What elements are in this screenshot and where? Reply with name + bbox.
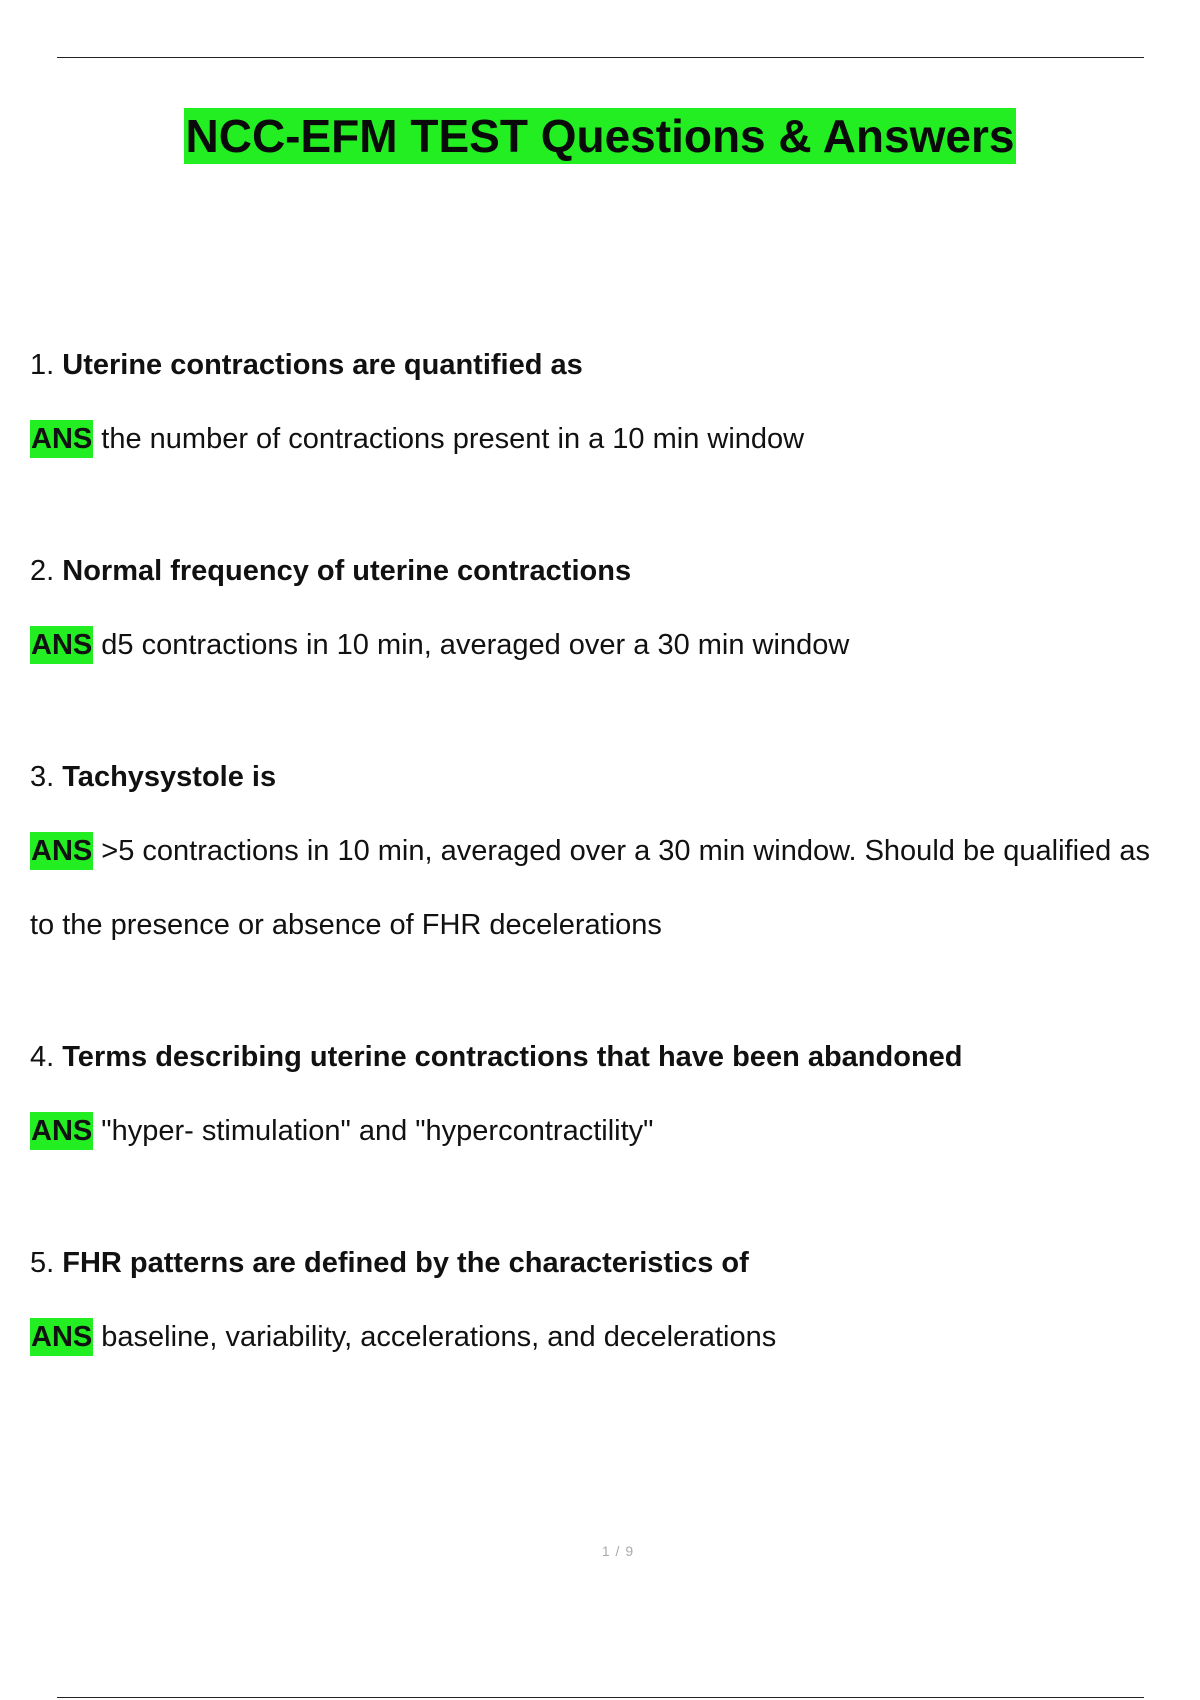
question-number: 4.	[30, 1041, 55, 1073]
question-1	[30, 344, 1160, 386]
question-2	[30, 550, 1160, 592]
answer-text: baseline, variability, accelerations, and decelerations	[101, 1321, 777, 1353]
document-title: NCC-EFM TEST Questions & Answers	[185, 110, 1015, 162]
question-number: 1.	[30, 349, 55, 381]
answer-tag: ANS	[30, 1318, 93, 1356]
title-container	[0, 108, 1200, 164]
answer-tag: ANS	[30, 1112, 93, 1150]
answer-5	[30, 1300, 1160, 1374]
answer-tag: ANS	[30, 626, 93, 664]
question-3	[30, 756, 1160, 798]
answer-text: d5 contractions in 10 min, averaged over a 30 min window	[101, 629, 850, 661]
qa-item-1	[30, 344, 1160, 476]
qa-item-2	[30, 550, 1160, 682]
question-text: Normal frequency of uterine contractions	[62, 555, 632, 587]
question-5	[30, 1242, 1160, 1284]
answer-text: "hyper- stimulation" and "hypercontractility"	[101, 1115, 654, 1147]
question-number: 2.	[30, 555, 55, 587]
answer-4	[30, 1094, 1160, 1168]
question-text: Uterine contractions are quantified as	[62, 349, 583, 381]
qa-item-3	[30, 756, 1160, 962]
bottom-rule	[57, 1697, 1144, 1698]
page-indicator: 1 / 9	[601, 1543, 635, 1559]
top-rule	[57, 57, 1144, 58]
question-number: 3.	[30, 761, 55, 793]
question-text: Terms describing uterine contractions that have been abandoned	[62, 1041, 963, 1073]
question-4	[30, 1036, 1160, 1078]
answer-tag: ANS	[30, 420, 93, 458]
qa-item-4	[30, 1036, 1160, 1168]
question-number: 5.	[30, 1247, 55, 1279]
question-text: Tachysystole is	[62, 761, 277, 793]
answer-text: >5 contractions in 10 min, averaged over a 30 min window. Should be qualified as to the presence or absence of FHR decelerations	[30, 835, 1150, 941]
answer-2	[30, 608, 1160, 682]
answer-3	[30, 814, 1160, 962]
answer-1	[30, 402, 1160, 476]
answer-text: the number of contractions present in a 10 min window	[101, 423, 805, 455]
question-text: FHR patterns are defined by the characteristics of	[62, 1247, 749, 1279]
qa-item-5	[30, 1242, 1160, 1374]
answer-tag: ANS	[30, 832, 93, 870]
qa-list	[30, 344, 1160, 1448]
